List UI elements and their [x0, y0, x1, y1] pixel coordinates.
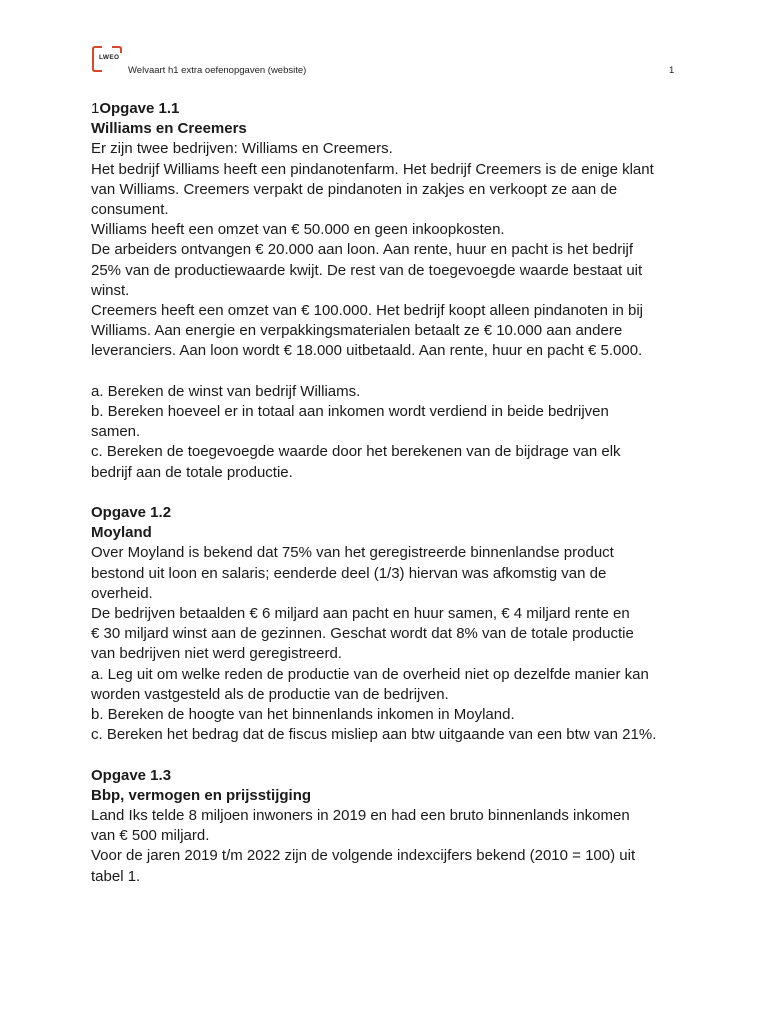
text-line: van Williams. Creemers verpakt de pindanoten in zakjes en verkoopt ze aan de [91, 180, 618, 198]
question-line: c. Bereken de toegevoegde waarde door het berekenen van de bijdrage van elk [91, 443, 621, 461]
opgave-3-heading: Opgave 1.3 [91, 766, 172, 784]
opgave-1-heading [91, 99, 691, 119]
opgave-1-prefix: 1 [91, 100, 100, 117]
text-line: overheid. [91, 584, 153, 602]
text-line: van bedrijven niet werd geregistreerd. [91, 645, 342, 663]
question-line: a. Leg uit om welke reden de productie van de overheid niet op dezelfde manier kan [91, 665, 649, 683]
spacer [91, 745, 691, 765]
text-line: Er zijn twee bedrijven: Williams en Creemers. [91, 140, 393, 158]
question-line: c. Bereken het bedrag dat de fiscus misliep aan btw uitgaande van een btw van 21%. [91, 726, 657, 744]
text-line: € 30 miljard winst aan de gezinnen. Geschat wordt dat 8% van de totale productie [91, 625, 634, 643]
text-line: Creemers heeft een omzet van € 100.000. Het bedrijf koopt alleen pindanoten in bij [91, 302, 644, 320]
question-line: b. Bereken de hoogte van het binnenlands inkomen in Moyland. [91, 706, 515, 724]
opgave-3-subheading: Bbp, vermogen en prijsstijging [91, 786, 312, 804]
text-line: van € 500 miljard. [91, 827, 210, 845]
text-line: Williams heeft een omzet van € 50.000 en geen inkoopkosten. [91, 221, 505, 239]
text-line: bestond uit loon en salaris; eenderde deel (1/3) hiervan was afkomstig van de [91, 564, 607, 582]
text-line: Williams. Aan energie en verpakkingsmaterialen betaalt ze € 10.000 aan andere [91, 322, 623, 340]
text-line: Voor de jaren 2019 t/m 2022 zijn de volgende indexcijfers bekend (2010 = 100) uit [91, 847, 636, 865]
text-line: tabel 1. [91, 867, 141, 885]
logo-text: LWEO [99, 54, 120, 61]
text-line: De bedrijven betaalden € 6 miljard aan pacht en huur samen, € 4 miljard rente en [91, 605, 630, 623]
opgave-1-subheading: Williams en Creemers [91, 120, 247, 138]
opgave-1-title: Opgave 1.1 [99, 100, 180, 117]
question-line: bedrijf aan de totale productie. [91, 463, 293, 481]
lweo-logo [92, 46, 122, 72]
page-number: 1 [669, 65, 675, 76]
question-line: b. Bereken hoeveel er in totaal aan inkomen wordt verdiend in beide bedrijven [91, 403, 609, 421]
question-line: a. Bereken de winst van bedrijf Williams. [91, 382, 361, 400]
text-line: 25% van de productiewaarde kwijt. De rest van de toegevoegde waarde bestaat uit [91, 261, 643, 279]
document-title: Welvaart h1 extra oefenopgaven (website) [128, 65, 307, 76]
text-line: winst. [91, 281, 130, 299]
text-line: Over Moyland is bekend dat 75% van het geregistreerde binnenlandse product [91, 544, 614, 562]
question-line: worden vastgesteld als de productie van de bedrijven. [91, 685, 449, 703]
document-body [91, 99, 691, 887]
text-line: consument. [91, 201, 169, 219]
text-line: Land Iks telde 8 miljoen inwoners in 2019 en had een bruto binnenlands inkomen [91, 807, 630, 825]
spacer [91, 362, 691, 382]
opgave-2-subheading: Moyland [91, 524, 152, 542]
question-line: samen. [91, 423, 141, 441]
text-line: leveranciers. Aan loon wordt € 18.000 uitbetaald. Aan rente, huur en pacht € 5.000. [91, 342, 643, 360]
text-line: De arbeiders ontvangen € 20.000 aan loon. Aan rente, huur en pacht is het bedrijf [91, 241, 634, 259]
opgave-2-heading: Opgave 1.2 [91, 504, 172, 522]
text-line: Het bedrijf Williams heeft een pindanotenfarm. Het bedrijf Creemers is de enige klant [91, 160, 654, 178]
spacer [91, 483, 691, 503]
